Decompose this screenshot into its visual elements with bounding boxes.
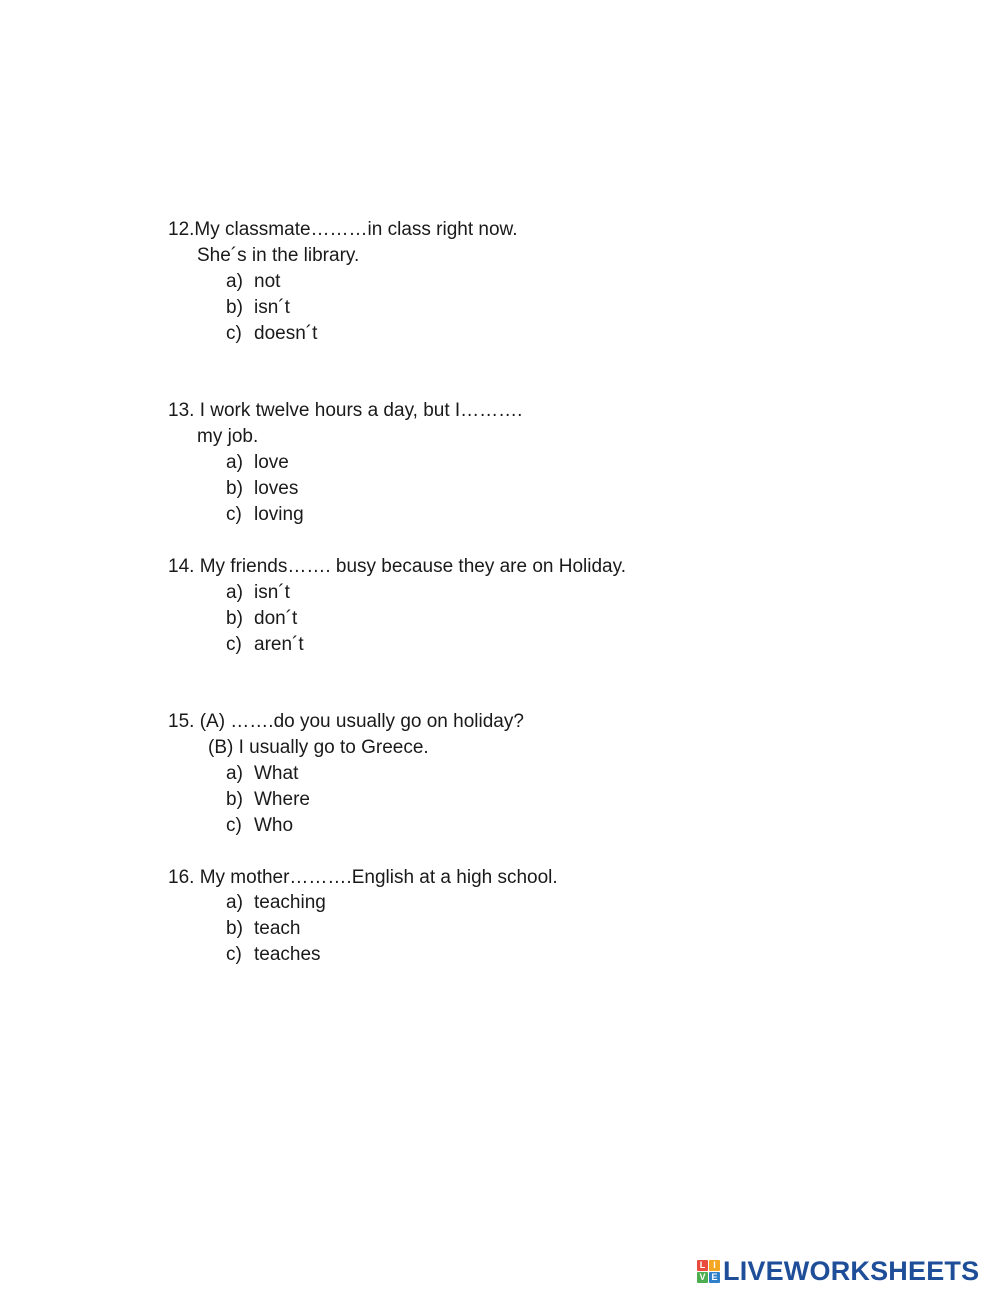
question-16-stem: 16. My mother……….English at a high school. — [168, 867, 558, 888]
option-text: loving — [254, 504, 304, 525]
option-letter: c) — [226, 634, 242, 655]
question-12-option-a[interactable] — [226, 271, 280, 293]
logo-mark-icon — [697, 1260, 720, 1283]
logo-cell-v: V — [697, 1272, 708, 1283]
option-letter: b) — [226, 478, 243, 499]
option-letter: a) — [226, 271, 243, 292]
question-14-option-a[interactable] — [226, 582, 290, 604]
option-text: Who — [254, 815, 294, 836]
question-16-option-c[interactable] — [226, 944, 321, 966]
option-text: Where — [254, 789, 310, 810]
option-text: teach — [254, 918, 301, 939]
option-letter: a) — [226, 763, 243, 784]
option-text: isn´t — [254, 582, 290, 603]
option-letter: c) — [226, 815, 242, 836]
question-16-option-b[interactable] — [226, 918, 300, 940]
option-text: aren´t — [254, 634, 304, 655]
option-text: love — [254, 452, 289, 473]
question-14-stem: 14. My friends……. busy because they are on Holiday. — [168, 556, 626, 577]
option-text: not — [254, 271, 281, 292]
question-15-option-a[interactable] — [226, 763, 298, 785]
option-letter: b) — [226, 918, 243, 939]
option-text: teaching — [254, 892, 326, 913]
option-letter: a) — [226, 582, 243, 603]
question-12-stem: 12.My classmate………in class right now. — [168, 219, 518, 240]
option-letter: b) — [226, 608, 243, 629]
option-letter: b) — [226, 297, 243, 318]
option-letter: a) — [226, 452, 243, 473]
question-14-option-c[interactable] — [226, 634, 304, 656]
option-text: don´t — [254, 608, 298, 629]
logo-cell-l: L — [697, 1260, 708, 1271]
question-13-option-a[interactable] — [226, 452, 289, 474]
question-15-option-b[interactable] — [226, 789, 310, 811]
option-letter: c) — [226, 504, 242, 525]
question-13-option-b[interactable] — [226, 478, 298, 500]
option-text: isn´t — [254, 297, 290, 318]
option-letter: b) — [226, 789, 243, 810]
liveworksheets-logo — [697, 1256, 979, 1286]
logo-cell-e: E — [709, 1272, 720, 1283]
question-15-stem: 15. (A) …….do you usually go on holiday? — [168, 711, 524, 732]
question-13-stem: 13. I work twelve hours a day, but I………. — [168, 400, 523, 421]
question-12-option-b[interactable] — [226, 297, 290, 319]
option-letter: c) — [226, 944, 242, 965]
option-text: doesn´t — [254, 323, 318, 344]
logo-cell-i: I — [709, 1260, 720, 1271]
option-letter: c) — [226, 323, 242, 344]
question-12-option-c[interactable] — [226, 323, 317, 345]
question-14-option-b[interactable] — [226, 608, 297, 630]
option-letter: a) — [226, 892, 243, 913]
option-text: loves — [254, 478, 299, 499]
option-text: What — [254, 763, 299, 784]
brand-wordmark: LIVEWORKSHEETS — [723, 1255, 980, 1286]
question-16-option-a[interactable] — [226, 892, 326, 914]
option-text: teaches — [254, 944, 321, 965]
question-13-option-c[interactable] — [226, 504, 304, 526]
question-12-stem-continued: She´s in the library. — [197, 245, 360, 266]
question-13-stem-continued: my job. — [197, 426, 259, 447]
question-15-stem-continued: (B) I usually go to Greece. — [208, 737, 429, 758]
question-15-option-c[interactable] — [226, 815, 293, 837]
